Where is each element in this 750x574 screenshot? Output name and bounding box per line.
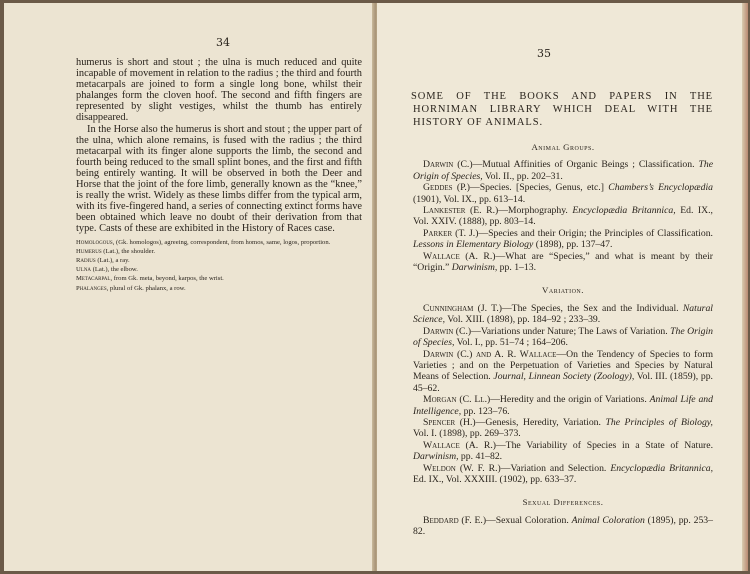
entry-text: —Mutual Affinities of Organic Beings ; Classification. <box>472 159 699 171</box>
paragraph: In the Horse also the humerus is short and stout ; the upper part of the ulna, which alone remains, is fused with the radius ; the third metacarpal with its finger alone supports the limb, the second and fourth being reduced to the small splint bones, and the first and fifth being entirely wanting. It will be observed in both the Deer and Horse that the joint of the fore limb, generally known as the “knee,” is really the wrist. Widely as these limbs differ from the typical arm, with its five-fingered hand, a series of connecting extinct forms have been obtained which leave no doubt of their derivation from that type. Casts of these are exhibited in the History of Races case. <box>76 123 362 235</box>
entry-work: Chambers’s Encyclopædia <box>608 182 713 194</box>
entry-author: Wallace (A. R.) <box>423 250 496 262</box>
left-page <box>4 3 374 571</box>
entry-author: Morgan (C. Ll.) <box>423 394 491 406</box>
bibliography-entry <box>413 159 713 182</box>
entry-text: —The Variability of Species in a State of Nature. <box>495 439 713 451</box>
page-number: 34 <box>216 36 230 49</box>
entry-author: Parker (T. J.) <box>423 227 479 239</box>
bibliography-title: SOME OF THE BOOKS AND PAPERS IN THE HORNIMAN LIBRARY WHICH DEAL WITH THE HISTORY OF ANIMALS. <box>411 91 713 128</box>
entry-details: Vol. XIII. (1898), pp. 184–92 ; 233–39. <box>445 314 601 326</box>
section-heading: Variation. <box>542 285 584 296</box>
entry-details: (1895), pp. 253–82. <box>413 514 713 538</box>
footnote-text: (Lat.), a ray. <box>95 256 130 264</box>
entry-text: —On the Tendency of Species to form Varieties ; and on the Perpetuation of Varieties and Species by Natural Means of Selection. <box>413 348 714 383</box>
bibliography-entry <box>413 205 713 228</box>
entry-text: —The Species, the Sex and the Individual. <box>501 302 683 314</box>
footnote <box>76 284 362 293</box>
entry-text: —Species. [Species, Genus, etc.] <box>470 182 609 194</box>
entry-text: —Morphography. <box>498 205 573 217</box>
book-spread <box>4 3 748 571</box>
entry-work: The Principles of Biology, <box>605 416 713 428</box>
bibliography-entry <box>413 303 713 326</box>
entry-work: Animal Life and Intelligence, <box>413 394 713 417</box>
entry-text: —Variation and Selection. <box>500 462 611 474</box>
bibliography-entry <box>413 515 713 538</box>
entry-details: Vol. I., pp. 51–74 ; 164–206. <box>454 337 568 349</box>
entry-work: The Origin of Species, <box>413 159 713 182</box>
entry-author: Wallace (A. R.) <box>423 439 496 451</box>
entry-text: —Sexual Coloration. <box>486 514 572 526</box>
entry-details: Vol. II., pp. 202–31. <box>482 170 563 182</box>
entry-details: Vol. I. (1898), pp. 269–373. <box>413 428 521 440</box>
entry-text: —Variations under Nature; The Laws of Variation. <box>471 325 671 337</box>
entry-text: —Species and their Origin; the Principles of Classification. <box>478 227 713 239</box>
entry-work: Animal Coloration <box>571 514 645 526</box>
bibliography-entry <box>413 417 713 440</box>
footnote-text: (Lat.), the shoulder. <box>101 247 156 255</box>
footnote <box>76 265 362 274</box>
footnote-term: Phalanges, <box>76 284 109 292</box>
footnote-term: Ulna <box>76 266 92 274</box>
entry-details: (1901), Vol. IX., pp. 613–14. <box>413 193 526 205</box>
entry-details: (1898), pp. 137–47. <box>533 239 613 251</box>
entry-author: Darwin (C.) <box>423 325 472 337</box>
footnote-term: Metacarpal, <box>76 275 113 283</box>
bibliography-entry <box>413 349 713 395</box>
entry-work: Lessons in Elementary Biology <box>413 239 534 251</box>
bibliography-entry <box>413 326 713 349</box>
left-page-body <box>76 57 362 293</box>
footnote <box>76 247 362 256</box>
entry-author: Cunningham (J. T.) <box>423 302 502 314</box>
footnote <box>76 274 362 283</box>
entry-details: Vol. III. (1859), pp. 45–62. <box>413 371 713 394</box>
bibliography-entry <box>413 440 713 463</box>
entry-details: pp. 123–76. <box>461 405 510 417</box>
footnote-term: Radius <box>76 256 96 264</box>
entry-work: Darwinism, <box>451 262 498 274</box>
page-number: 35 <box>537 47 551 60</box>
footnote-text: (Lat.), the elbow. <box>91 266 138 274</box>
entry-text: —What are “Species,” and what is meant by their “Origin.” <box>413 250 713 274</box>
entry-author: Darwin (C.) and A. R. Wallace <box>423 348 557 360</box>
footnotes <box>76 238 362 293</box>
entry-work: Natural Science, <box>413 302 713 326</box>
footnote <box>76 256 362 265</box>
bibliography-sections <box>413 142 713 538</box>
entry-work: Darwinism, <box>413 451 459 463</box>
right-page-body <box>413 90 713 538</box>
footnote-term: Humerus <box>76 247 102 255</box>
footnote-text: (Gk. homologos), agreeing, correspondent, from homos, same, logos, proportion. <box>114 238 331 246</box>
entry-author: Lankester (E. R.) <box>423 205 499 217</box>
bibliography-entry <box>413 182 713 205</box>
entry-work: Journal, Linnean Society (Zoology), <box>493 371 635 383</box>
bibliography-entry <box>413 463 713 486</box>
right-page <box>377 3 748 571</box>
paragraph: humerus is short and stout ; the ulna is much reduced and quite incapable of movement in relation to the radius ; the third and fourth metacarpals are joined to form a single long bone, whilst their phalanges form the cloven hoof. The second and fifth fingers are represented by slight vestiges, whilst the thumb has entirely disappeared. <box>76 57 362 124</box>
entry-work: The Origin of Species, <box>413 325 714 349</box>
entry-details: Ed. IX., Vol. XXXIII. (1902), pp. 633–37. <box>413 473 577 485</box>
entry-text: —Genesis, Heredity, Variation. <box>475 416 606 428</box>
entry-author: Geddes (P.) <box>423 182 471 194</box>
entry-work: Encyclopædia Britannica, <box>610 462 714 474</box>
entry-author: Darwin (C.) <box>423 159 473 171</box>
section-heading: Animal Groups. <box>531 142 595 152</box>
entry-text: —Heredity and the origin of Variations. <box>490 394 650 406</box>
footnote-text: plural of Gk. phalanx, a row. <box>108 284 186 292</box>
bibliography-entry <box>413 394 713 417</box>
section-heading: Sexual Differences. <box>522 497 604 508</box>
footnote-term: Homologous, <box>76 238 115 246</box>
footnote <box>76 238 362 247</box>
entry-author: Weldon (W. F. R.) <box>423 462 501 474</box>
entry-author: Spencer (H.) <box>423 416 476 428</box>
bibliography-entry <box>413 228 713 251</box>
entry-details: pp. 1–13. <box>497 262 536 274</box>
entry-details: pp. 41–82. <box>458 451 503 463</box>
page-edge <box>742 3 748 571</box>
entry-author: Beddard (F. E.) <box>423 514 487 526</box>
bibliography-entry <box>413 251 713 274</box>
entry-details: Ed. IX., Vol. XXIV. (1888), pp. 803–14. <box>413 205 713 228</box>
entry-work: Encyclopædia Britannica, <box>572 205 676 217</box>
footnote-text: from Gk. meta, beyond, karpos, the wrist. <box>112 275 224 283</box>
